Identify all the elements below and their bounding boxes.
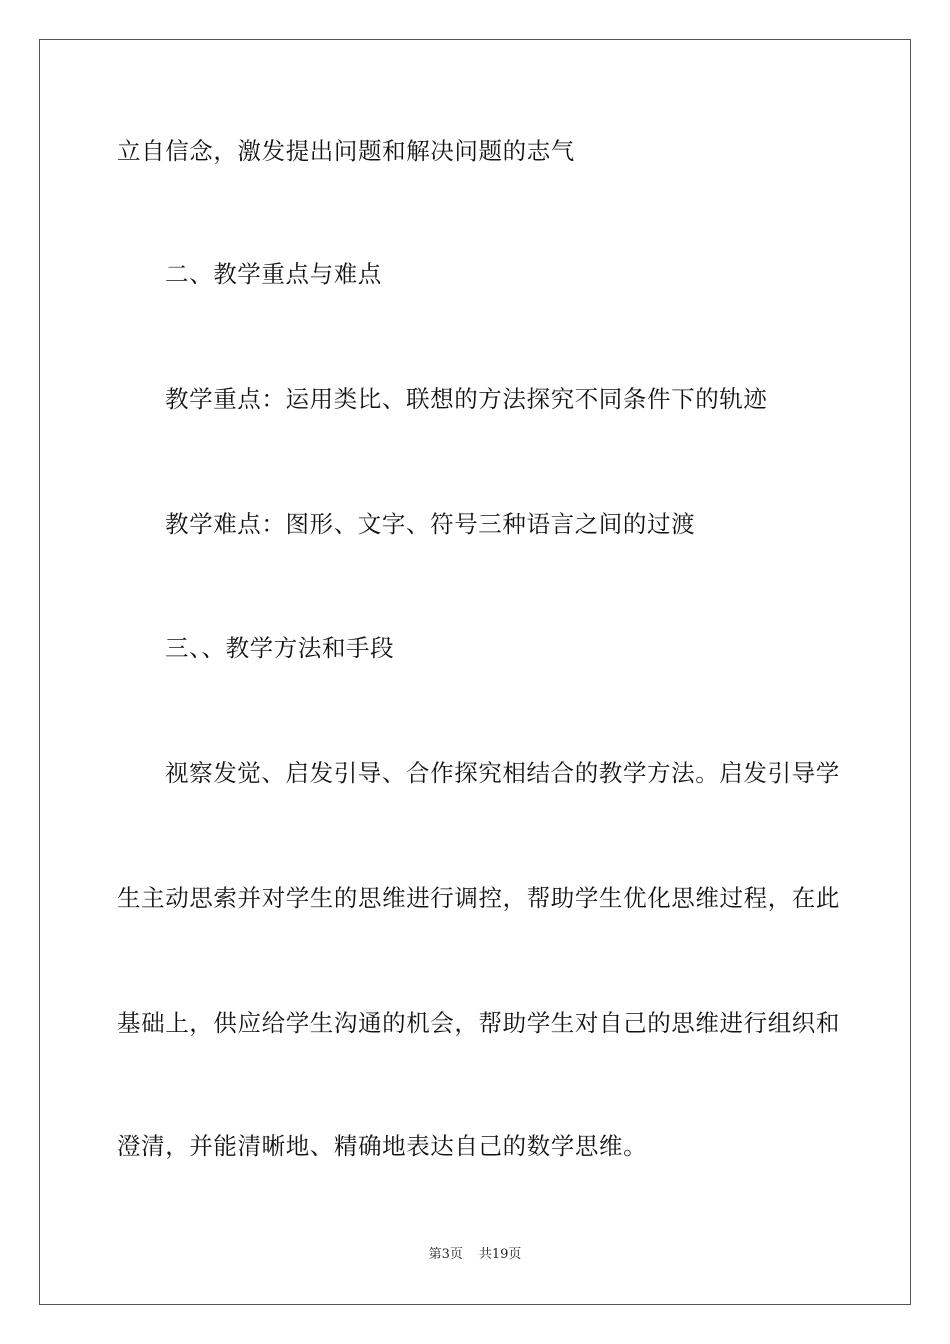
body-line-1: 立自信念，激发提出问题和解决问题的志气: [117, 137, 575, 165]
page-border: [39, 39, 911, 1305]
section-heading-2: 二、教学重点与难点: [165, 260, 382, 288]
paragraph-line-3: 基础上，供应给学生沟通的机会，帮助学生对自己的思维进行组织和: [117, 1009, 840, 1037]
paragraph-line-1: 视察发觉、启发引导、合作探究相结合的教学方法。启发引导学: [165, 759, 840, 787]
paragraph-line-4: 澄清，并能清晰地、精确地表达自己的数学思维。: [117, 1132, 648, 1160]
total-pages: 共19页: [478, 1247, 522, 1262]
page-footer: [0, 1246, 950, 1264]
section-heading-3: 三、、教学方法和手段: [165, 634, 395, 662]
paragraph-line-2: 生主动思索并对学生的思维进行调控，帮助学生优化思维过程，在此: [117, 884, 840, 912]
page-number: 第3页: [428, 1247, 463, 1262]
teaching-difficulty-line: 教学难点：图形、文字、符号三种语言之间的过渡: [165, 510, 696, 538]
teaching-focus-line: 教学重点：运用类比、联想的方法探究不同条件下的轨迹: [165, 385, 768, 413]
